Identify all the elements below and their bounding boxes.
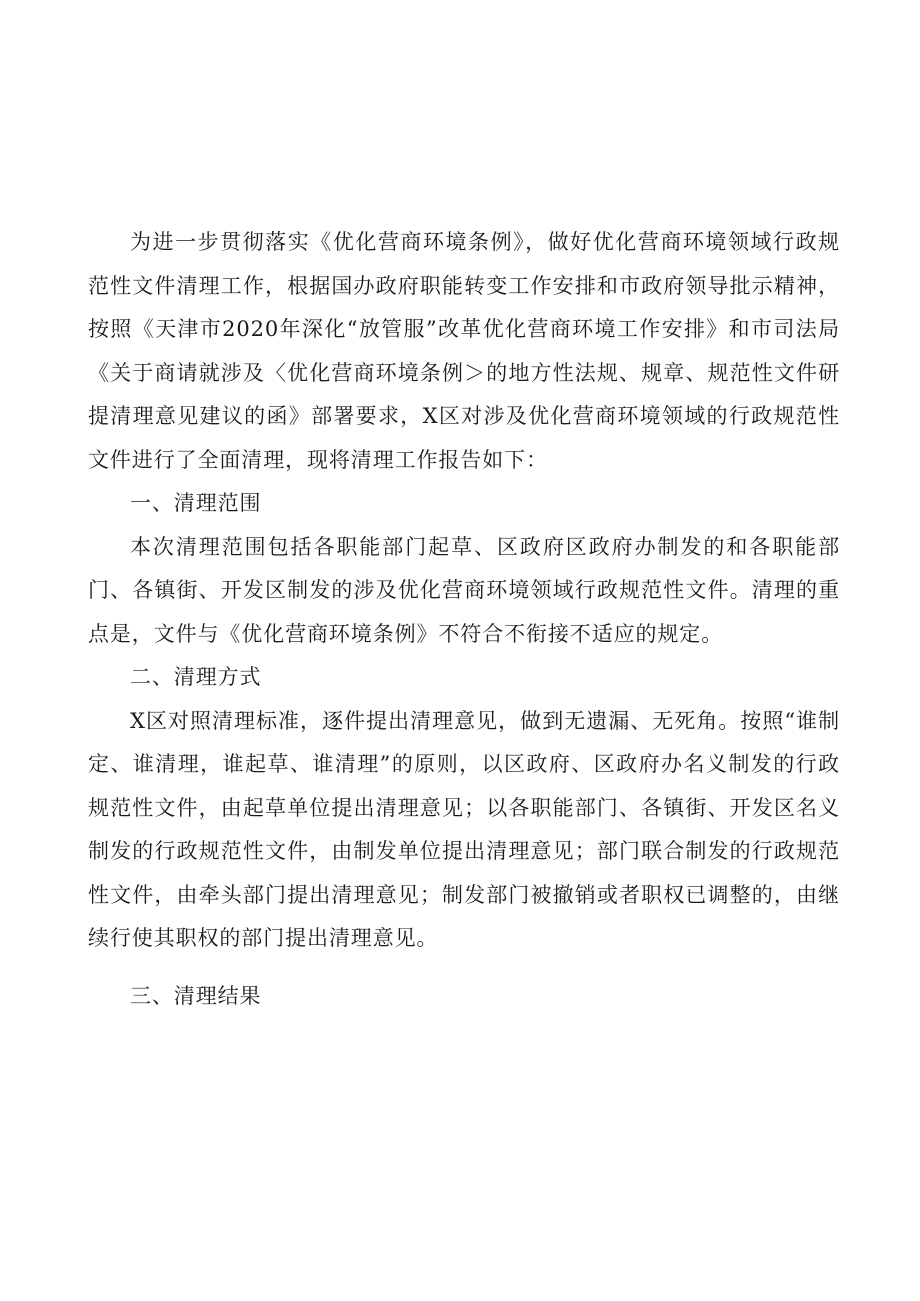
section-heading-result: 三、清理结果 [130,983,262,1008]
document-body [88,221,840,1018]
section-heading-method: 二、清理方式 [130,665,262,689]
section-heading-scope: 一、清理范围 [130,491,262,515]
section-body-method: X区对照清理标准，逐件提出清理意见，做到无遗漏、无死角。按照“谁制定、谁清理，谁起草、谁清理”的原则，以区政府、区政府办名义制发的行政规范性文件，由起草单位提出清理意见；以各职能部门、各镇街、开发区名义制发的行政规范性文件，由制发单位提出清理意见；部门联合制发的行政规范性文件，由牵头部门提出清理意见；制发部门被撤销或者职权已调整的，由继续行使其职权的部门提出清理意见。 [88,708,840,950]
section-body-scope: 本次清理范围包括各职能部门起草、区政府区政府办制发的和各职能部门、各镇街、开发区制发的涉及优化营商环境领域行政规范性文件。清理的重点是，文件与《优化营商环境条例》不符合不衔接不适应的规定。 [88,534,840,646]
intro-paragraph: 为进一步贯彻落实《优化营商环境条例》，做好优化营商环境领域行政规范性文件清理工作，根据国办政府职能转变工作安排和市政府领导批示精神，按照《天津市2020年深化“放管服”改革优化营商环境工作安排》和市司法局《关于商请就涉及〈优化营商环境条例＞的地方性法规、规章、规范性文件研提清理意见建议的函》部署要求，X区对涉及优化营商环境领域的行政规范性文件进行了全面清理，现将清理工作报告如下： [88,230,840,472]
